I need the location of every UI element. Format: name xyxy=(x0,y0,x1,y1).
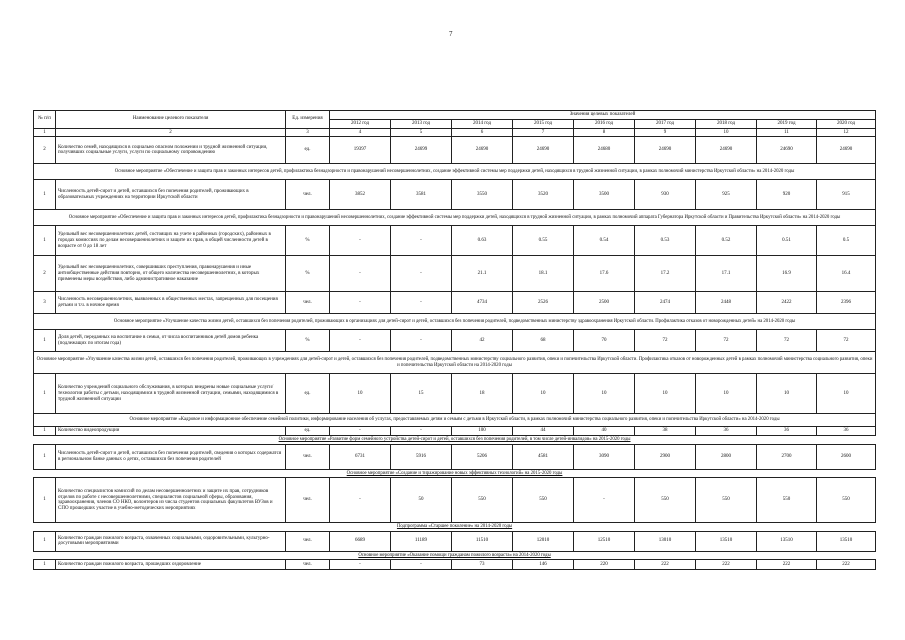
value-cell: 920 xyxy=(757,180,817,210)
indicator-name: Количество видеопродукции xyxy=(56,427,286,436)
section-row xyxy=(34,210,876,226)
value-cell: 5206 xyxy=(452,444,513,469)
table-row xyxy=(34,226,876,256)
section-title xyxy=(34,551,876,560)
value-cell: - xyxy=(330,478,391,523)
value-cell: 6731 xyxy=(330,444,391,469)
section-title-text: Основное мероприятие «Улучшение качества жизни детей, оставшихся без попечения родителей, проживающих в учреждениях для детей-сирот и детей, оставшихся без попечения родителей, подведомственных министерству социального развития, опеки и попечительства Иркутской области. Профилактика отказов от новорожденных детей в рамках полномочий министерства социального развития, опеки и попечительства Иркутской области на 2014-2020 годы xyxy=(36,357,873,368)
header-year: 2019 год xyxy=(757,119,817,128)
header-name: Наименование целевого показателя xyxy=(56,111,286,129)
section-title xyxy=(34,314,876,330)
value-cell: - xyxy=(391,560,452,570)
value-cell: 44 xyxy=(513,427,574,436)
value-cell: 222 xyxy=(635,560,696,570)
value-cell: 925 xyxy=(696,180,757,210)
section-title-text: Подпрограмма «Старшее поколение» на 2014-2020 годы xyxy=(396,524,513,530)
section-title-text: Основное мероприятие «Обеспечение и защита прав и законных интересов детей, профилактика безнадзорности и правонарушений несовершеннолетних, создание эффективной системы мер поддержки детей, находящихся в трудной жизненной ситуации, в рамках полномочий аппарата Губернатора Иркутской области и Правительства Иркутской области» на 2014-2020 годы xyxy=(68,214,841,220)
page-number: 7 xyxy=(449,30,453,38)
section-title-text: Основное мероприятие «Развитие форм семейного устройства детей-сирот и детей, оставшихся без попечения родителей, в том числе детей-инвалидов» на 2015-2020 годы xyxy=(278,437,631,443)
value-cell: 550 xyxy=(757,478,817,523)
column-number: 7 xyxy=(513,128,574,137)
value-cell: 13010 xyxy=(635,531,696,551)
value-cell: 24699 xyxy=(391,137,452,164)
value-cell: - xyxy=(391,256,452,292)
value-cell: - xyxy=(330,226,391,256)
column-number: 1 xyxy=(34,128,56,137)
table-row xyxy=(34,180,876,210)
value-cell: 18.1 xyxy=(513,256,574,292)
table-row xyxy=(34,256,876,292)
section-title-text: Основное мероприятие «Улучшение качества жизни детей, оставшихся без попечения родителей, проживающих в организациях для детей-сирот и детей, оставшихся без попечения родителей, подведомственных министерству здравоохранения Иркутской области. Профилактика отказов от новорожденных детей» на 2014-2020 годы xyxy=(113,318,796,324)
row-num: 1 xyxy=(34,444,56,469)
value-cell: 220 xyxy=(574,560,635,570)
value-cell: 550 xyxy=(817,478,876,523)
value-cell: 24690 xyxy=(635,137,696,164)
header-year: 2012 год xyxy=(330,119,391,128)
section-title xyxy=(34,436,876,445)
section-title-text: Основное мероприятие «Кадровое и информационное обеспечение семейной политики, информирование населения об услугах, предоставляемых детям и семьям с детьми в Иркутской области, в рамках полномочий министерства социального развития, опеки и попечительства Иркутской области» на 2014-2020 годы xyxy=(129,417,780,423)
unit-cell: ед. xyxy=(286,374,330,414)
section-row xyxy=(34,352,876,374)
value-cell: 0.5 xyxy=(817,226,876,256)
unit-cell: чел. xyxy=(286,478,330,523)
value-cell: 68 xyxy=(513,330,574,352)
value-cell: 10 xyxy=(817,374,876,414)
value-cell: 24680 xyxy=(574,137,635,164)
value-cell: 3520 xyxy=(513,180,574,210)
table-row xyxy=(34,560,876,570)
row-num: 1 xyxy=(34,560,56,570)
indicator-name: Количество семей, находящихся в социально опасном положении и трудной жизненной ситуации, получивших социальные услуги, услуги по социальному сопровождению xyxy=(56,137,286,164)
header-year: 2016 год xyxy=(574,119,635,128)
table-row xyxy=(34,427,876,436)
indicator-name: Количество специалистов комиссий по делам несовершеннолетних и защите их прав, сотрудников отделов по работе с несовершеннолетними, специалистов социальной сферы, образования, здравоохранения, членов СО НКО, волонтеров из числа студентов социальных факультетов ВУЗов и СПО прошедших участие в учебно-методических мероприятиях xyxy=(56,478,286,523)
value-cell: 2422 xyxy=(757,292,817,314)
value-cell: - xyxy=(391,226,452,256)
row-num: 1 xyxy=(34,180,56,210)
value-cell: - xyxy=(330,560,391,570)
unit-cell: % xyxy=(286,330,330,352)
section-row xyxy=(34,436,876,445)
value-cell: 550 xyxy=(696,478,757,523)
value-cell: 222 xyxy=(696,560,757,570)
section-row xyxy=(34,414,876,427)
value-cell: 72 xyxy=(635,330,696,352)
value-cell: - xyxy=(330,256,391,292)
column-number: 2 xyxy=(56,128,286,137)
header-year: 2013 год xyxy=(391,119,452,128)
column-number: 4 xyxy=(330,128,391,137)
section-title xyxy=(34,352,876,374)
column-number: 9 xyxy=(635,128,696,137)
column-number: 12 xyxy=(817,128,876,137)
row-num: 1 xyxy=(34,374,56,414)
value-cell: 24690 xyxy=(513,137,574,164)
value-cell: 12510 xyxy=(574,531,635,551)
value-cell: 73 xyxy=(452,560,513,570)
value-cell: 11510 xyxy=(452,531,513,551)
value-cell: 17.1 xyxy=(696,256,757,292)
column-number: 10 xyxy=(696,128,757,137)
section-row xyxy=(34,469,876,478)
value-cell: 24690 xyxy=(452,137,513,164)
value-cell: - xyxy=(330,330,391,352)
indicator-name: Доля детей, переданных на воспитание в семьи, от числа воспитанников детей домов ребенка (подлежащих по итогам года) xyxy=(56,330,286,352)
unit-cell: % xyxy=(286,256,330,292)
value-cell: 0.54 xyxy=(574,226,635,256)
value-cell: 0.53 xyxy=(635,226,696,256)
value-cell: 21.1 xyxy=(452,256,513,292)
value-cell: 13510 xyxy=(757,531,817,551)
value-cell: 2474 xyxy=(635,292,696,314)
unit-cell: ед. xyxy=(286,427,330,436)
table-row xyxy=(34,444,876,469)
value-cell: 0.63 xyxy=(452,226,513,256)
row-num: 1 xyxy=(34,427,56,436)
value-cell: 16.9 xyxy=(757,256,817,292)
header-num: № п/п xyxy=(34,111,56,129)
row-num: 3 xyxy=(34,292,56,314)
table-row xyxy=(34,292,876,314)
value-cell: 10 xyxy=(330,374,391,414)
unit-cell: % xyxy=(286,226,330,256)
value-cell: 10 xyxy=(757,374,817,414)
value-cell: 16.4 xyxy=(817,256,876,292)
section-title xyxy=(34,469,876,478)
value-cell: 36 xyxy=(696,427,757,436)
header-unit: Ед. измерения xyxy=(286,111,330,129)
value-cell: 40 xyxy=(574,427,635,436)
value-cell: 10 xyxy=(696,374,757,414)
row-num: 2 xyxy=(34,256,56,292)
value-cell: - xyxy=(391,292,452,314)
indicator-name: Удельный вес несовершеннолетних, совершивших преступления, правонарушения и иные антиобщественные действия повторно, от общего количества несовершеннолетних, в которых применены меры воздействия, либо административное наказание xyxy=(56,256,286,292)
indicator-name: Численность детей-сирот и детей, оставшихся без попечения родителей, проживающих в образовательных учреждениях на территории Иркутской области xyxy=(56,180,286,210)
value-cell: 15 xyxy=(391,374,452,414)
unit-cell: чел. xyxy=(286,560,330,570)
unit-cell: чел. xyxy=(286,444,330,469)
value-cell: 70 xyxy=(574,330,635,352)
section-title-text: Основное мероприятие «Обеспечение и защита прав и законных интересов детей, профилактика безнадзорности и правонарушений несовершеннолетних, создание эффективной системы мер поддержки детей, находящихся в трудной жизненной ситуации, в рамках полномочий министерства Иркутской области» на 2014-2020 годы xyxy=(114,168,795,174)
section-row xyxy=(34,314,876,330)
value-cell: 2600 xyxy=(817,444,876,469)
value-cell: 13510 xyxy=(696,531,757,551)
value-cell: 10 xyxy=(513,374,574,414)
value-cell: 0.51 xyxy=(757,226,817,256)
value-cell: 0.52 xyxy=(696,226,757,256)
value-cell: 5916 xyxy=(391,444,452,469)
table-row xyxy=(34,478,876,523)
value-cell: 10 xyxy=(574,374,635,414)
unit-cell: чел. xyxy=(286,531,330,551)
section-row xyxy=(34,164,876,180)
value-cell: 4581 xyxy=(513,444,574,469)
column-number: 3 xyxy=(286,128,330,137)
table-row xyxy=(34,531,876,551)
row-num: 1 xyxy=(34,478,56,523)
value-cell: 72 xyxy=(757,330,817,352)
indicator-name: Количество граждан пожилого возраста, прошедших оздоровление xyxy=(56,560,286,570)
value-cell: 2500 xyxy=(574,292,635,314)
value-cell: 222 xyxy=(757,560,817,570)
table-row xyxy=(34,374,876,414)
value-cell: 2526 xyxy=(513,292,574,314)
table-row xyxy=(34,137,876,164)
value-cell: 72 xyxy=(817,330,876,352)
value-cell: - xyxy=(330,292,391,314)
indicator-name: Удельный вес несовершеннолетних детей, состоящих на учете в районных (городских), районных в городах комиссиях по делам несовершеннолетних и защите их прав, в общей численности детей в возрасте от 0 до 18 лет xyxy=(56,226,286,256)
section-row xyxy=(34,551,876,560)
header-year: 2017 год xyxy=(635,119,696,128)
value-cell: 2800 xyxy=(696,444,757,469)
header-year: 2018 год xyxy=(696,119,757,128)
value-cell: 17.6 xyxy=(574,256,635,292)
value-cell: 17.2 xyxy=(635,256,696,292)
section-title xyxy=(34,523,876,532)
unit-cell: чел. xyxy=(286,292,330,314)
value-cell: - xyxy=(574,478,635,523)
value-cell: 24690 xyxy=(757,137,817,164)
header-year: 2015 год xyxy=(513,119,574,128)
target-indicators-table xyxy=(33,110,876,570)
column-number: 11 xyxy=(757,128,817,137)
header-year: 2014 год xyxy=(452,119,513,128)
header-values-title: Значения целевых показателей xyxy=(330,111,876,120)
value-cell: 24690 xyxy=(696,137,757,164)
value-cell: 2700 xyxy=(757,444,817,469)
value-cell: - xyxy=(391,427,452,436)
value-cell: 550 xyxy=(452,478,513,523)
value-cell: 13510 xyxy=(817,531,876,551)
section-title-text: Основное мероприятие «Создание и тиражирование новых эффективных технологий» на 2015-2020 годы xyxy=(346,470,563,476)
row-num: 1 xyxy=(34,531,56,551)
value-cell: 0.55 xyxy=(513,226,574,256)
value-cell: 3090 xyxy=(574,444,635,469)
value-cell: 2396 xyxy=(817,292,876,314)
value-cell: 36 xyxy=(817,427,876,436)
value-cell: 550 xyxy=(635,478,696,523)
table-row xyxy=(34,330,876,352)
value-cell: 38 xyxy=(635,427,696,436)
value-cell: 2448 xyxy=(696,292,757,314)
value-cell: 19397 xyxy=(330,137,391,164)
value-cell: 24690 xyxy=(817,137,876,164)
value-cell: 3581 xyxy=(391,180,452,210)
value-cell: 930 xyxy=(635,180,696,210)
value-cell: 2900 xyxy=(635,444,696,469)
value-cell: 10 xyxy=(635,374,696,414)
value-cell: 3500 xyxy=(574,180,635,210)
section-title-text: Основное мероприятие «Оказание помощи гражданам пожилого возраста» на 2014-2020 годы xyxy=(358,552,551,558)
section-title xyxy=(34,414,876,427)
column-number: 5 xyxy=(391,128,452,137)
value-cell: - xyxy=(330,427,391,436)
value-cell: 100 xyxy=(452,427,513,436)
row-num: 2 xyxy=(34,137,56,164)
column-number: 8 xyxy=(574,128,635,137)
indicator-name: Численность детей-сирот и детей, оставшихся без попечения родителей, сведения о которых содержатся в региональном банке данных о детях, оставшихся без попечения родителей xyxy=(56,444,286,469)
indicator-name: Количество учреждений социального обслуживания, в которых внедрены новые социальные услуги/технологии работы с детьми, находящимися в трудной жизненной ситуации, семьями, находящимися в трудной жизненной ситуации xyxy=(56,374,286,414)
section-title xyxy=(34,164,876,180)
value-cell: 11189 xyxy=(391,531,452,551)
value-cell: 18 xyxy=(452,374,513,414)
value-cell: 72 xyxy=(696,330,757,352)
section-title xyxy=(34,210,876,226)
unit-cell: ед. xyxy=(286,137,330,164)
header-year: 2020 год xyxy=(817,119,876,128)
unit-cell: чел. xyxy=(286,180,330,210)
value-cell: 50 xyxy=(391,478,452,523)
value-cell: 3852 xyxy=(330,180,391,210)
value-cell: 36 xyxy=(757,427,817,436)
value-cell: 42 xyxy=(452,330,513,352)
row-num: 1 xyxy=(34,330,56,352)
value-cell: 12010 xyxy=(513,531,574,551)
value-cell: 222 xyxy=(817,560,876,570)
value-cell: 6689 xyxy=(330,531,391,551)
row-num: 1 xyxy=(34,226,56,256)
value-cell: 146 xyxy=(513,560,574,570)
indicator-name: Численность несовершеннолетних, выявленных в общественных местах, запрещенных для посещения детьми и т.ч. в ночное время xyxy=(56,292,286,314)
value-cell: 550 xyxy=(513,478,574,523)
column-number: 6 xyxy=(452,128,513,137)
value-cell: 915 xyxy=(817,180,876,210)
value-cell: - xyxy=(391,330,452,352)
section-row xyxy=(34,523,876,532)
value-cell: 3550 xyxy=(452,180,513,210)
value-cell: 4734 xyxy=(452,292,513,314)
indicator-name: Количество граждан пожилого возраста, охваченных социальными, оздоровительными, культурно-досуговыми мероприятиями xyxy=(56,531,286,551)
